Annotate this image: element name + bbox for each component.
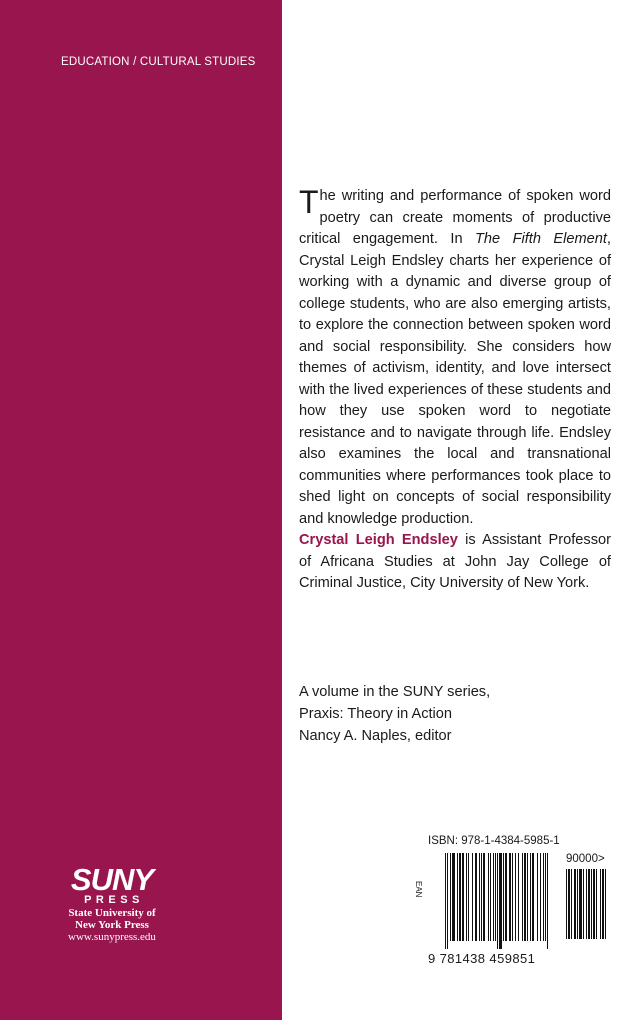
barcode-digits: 9 781438 459851: [428, 951, 536, 966]
book-title: The Fifth Element: [475, 231, 607, 247]
barcode-block: [414, 835, 622, 970]
series-line-2: Praxis: Theory in Action: [299, 706, 453, 722]
isbn-text: ISBN: 978-1-4384-5985-1: [428, 835, 560, 847]
series-line-3: Nancy A. Naples, editor: [299, 728, 452, 744]
drop-cap-letter: T: [299, 184, 319, 220]
series-info: [299, 681, 611, 747]
price-code: 90000>: [566, 853, 605, 865]
author-name: Crystal Leigh Endsley: [299, 532, 458, 548]
publisher-line-1: State University of: [68, 907, 156, 919]
ean-barcode: [445, 853, 563, 951]
publisher-line-2: New York Press: [75, 919, 149, 931]
price-barcode: [566, 869, 614, 949]
suny-press-logo: [62, 862, 162, 943]
description-text-start: he writing and performance of spoken word poetry can create moments of productive critical engagement. In: [299, 188, 611, 247]
author-bio: [299, 530, 611, 595]
series-line-1: A volume in the SUNY series,: [299, 684, 491, 700]
category-label: EDUCATION / CULTURAL STUDIES: [61, 56, 256, 68]
publisher-website: www.sunypress.edu: [68, 931, 156, 943]
ean-label: EAN: [414, 881, 423, 898]
book-description: [299, 186, 611, 530]
author-bio-text: is Assistant Professor of Africana Studies at John Jay College of Criminal Justice, City University of New York.: [299, 532, 611, 591]
logo-suny-text: SUNY: [70, 862, 154, 897]
description-text-rest: , Crystal Leigh Endsley charts her experience of working with a dynamic and diverse group of college students, who are also emerging artists, to explore the connection between spoken word and social responsibility. She considers how themes of activism, identity, and love intersect with the lived experiences of these students and how they use spoken word to negotiate resistance and to navigate through life. Endsley also examines the local and transnational communities where performances took place to shed light on concepts of social responsibility and knowledge production.: [299, 231, 611, 527]
logo-press-text: PRESS: [84, 894, 144, 906]
